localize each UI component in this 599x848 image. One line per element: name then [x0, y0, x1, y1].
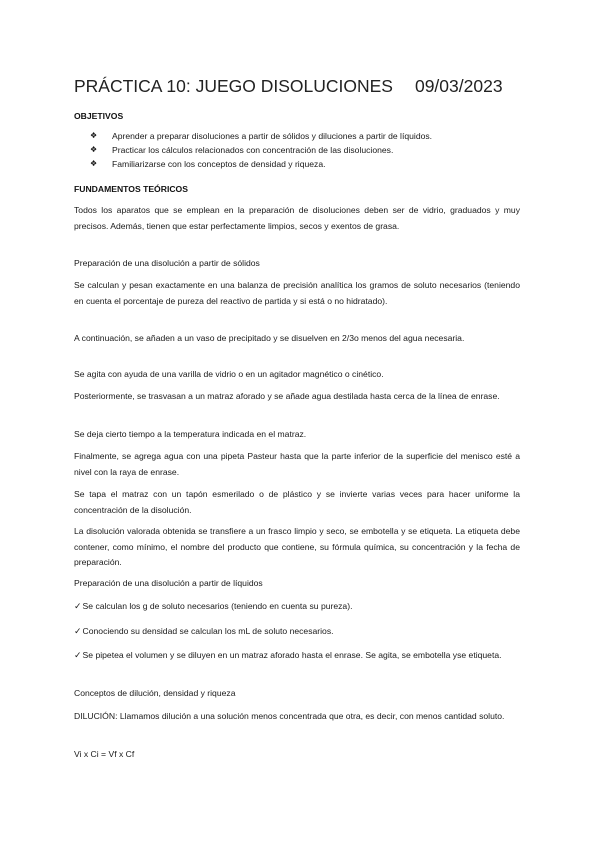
checkmark-icon: ✓: [74, 626, 82, 636]
section-heading-liquids: Preparación de una disolución a partir de líquidos: [74, 578, 263, 588]
paragraph-dilution: DILUCIÓN: Llamamos dilución a una solución menos concentrada que otra, es decir, con menos cantidad soluto.: [74, 711, 505, 721]
paragraph: Finalmente, se agrega agua con una pipeta Pasteur hasta que la parte inferior de la superficie del menisco esté a nivel con la raya de enrase.: [74, 451, 520, 477]
diamond-bullet-icon: ❖: [90, 159, 98, 169]
paragraph: Se deja cierto tiempo a la temperatura indicada en el matraz.: [74, 429, 307, 439]
paragraph: Posteriormente, se trasvasan a un matraz aforado y se añade agua destilada hasta cerca de la línea de enrase.: [74, 391, 500, 401]
formula: Vi x Ci = Vf x Cf: [74, 749, 135, 759]
list-item: ❖ Aprender a preparar disoluciones a partir de sólidos y diluciones a partir de líquidos.: [90, 129, 432, 143]
objectives-heading: OBJETIVOS: [74, 111, 124, 121]
title-text: PRÁCTICA 10: JUEGO DISOLUCIONES: [74, 76, 393, 96]
paragraph: La disolución valorada obtenida se transfiere a un frasco limpio y seco, se embotella y se etiqueta. La etiqueta debe contener, como mínimo, el nombre del producto que contiene, su fórmula química, su concentración y la fecha de preparación.: [74, 526, 520, 568]
paragraph: Se tapa el matraz con un tapón esmerilado o de plástico y se invierte varias veces para hacer uniforme la concentración de la disolución.: [74, 489, 520, 515]
section-heading-solids: Preparación de una disolución a partir de sólidos: [74, 258, 260, 268]
page-title: [74, 76, 503, 97]
check-item: ✓Conociendo su densidad se calculan los mL de soluto necesarios.: [74, 626, 334, 636]
paragraph: Se agita con ayuda de una varilla de vidrio o en un agitador magnético o cinético.: [74, 369, 384, 379]
list-item: ❖ Familiarizarse con los conceptos de densidad y riqueza.: [90, 157, 432, 171]
title-date: 09/03/2023: [414, 76, 503, 96]
section-heading-concepts: Conceptos de dilución, densidad y riqueza: [74, 688, 236, 698]
paragraph: A continuación, se añaden a un vaso de precipitado y se disuelven en 2/3o menos del agua necesaria.: [74, 333, 465, 343]
paragraph-intro: Todos los aparatos que se emplean en la preparación de disoluciones deben ser de vidrio, graduados y muy precisos. Además, tienen que estar perfectamente limpios, secos y exentos de grasa.: [74, 205, 520, 231]
list-item: ❖ Practicar los cálculos relacionados con concentración de las disoluciones.: [90, 143, 432, 157]
objectives-list: [90, 129, 432, 172]
check-item: ✓Se pipetea el volumen y se diluyen en un matraz aforado hasta el enrase. Se agita, se embotella yse etiqueta.: [74, 650, 502, 660]
checkmark-icon: ✓: [74, 601, 82, 611]
diamond-bullet-icon: ❖: [90, 145, 98, 155]
diamond-bullet-icon: ❖: [90, 131, 98, 140]
theory-heading: FUNDAMENTOS TEÓRICOS: [74, 184, 188, 194]
checkmark-icon: ✓: [74, 650, 82, 660]
paragraph: Se calculan y pesan exactamente en una balanza de precisión analítica los gramos de soluto necesarios (teniendo en cuenta el porcentaje de pureza del reactivo de partida y si está o no hidratado).: [74, 280, 520, 306]
check-item: ✓Se calculan los g de soluto necesarios (teniendo en cuenta su pureza).: [74, 601, 353, 611]
